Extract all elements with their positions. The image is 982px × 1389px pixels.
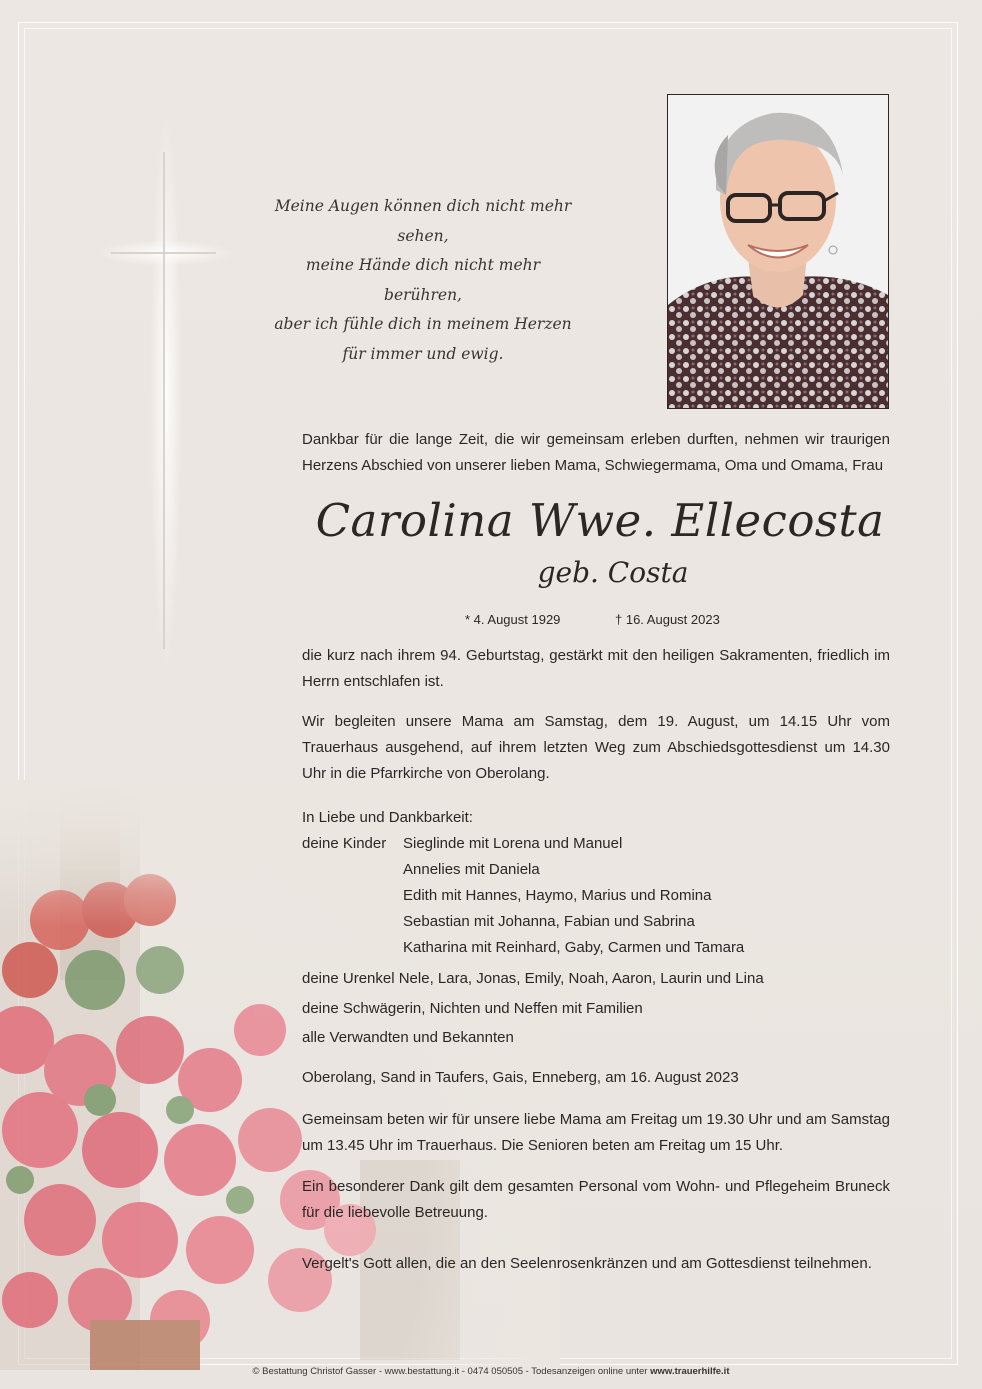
portrait-photo [667,94,889,409]
passing-text: die kurz nach ihrem 94. Geburtstag, gestärkt mit den heiligen Sakramenten, friedlich im Herrn entschlafen ist. [302,647,890,690]
cross-icon [163,152,165,649]
poem-line: aber ich fühle dich in meinem Herzen [274,315,572,333]
maiden-name: geb. Costa [537,556,689,589]
closing-text: Vergelt's Gott allen, die an den Seelenrosenkränzen und am Gottesdienst teilnehmen. [302,1255,872,1272]
death-date: † 16. August 2023 [615,612,720,627]
poem [268,192,578,369]
thanks-text: Ein besonderer Dank gilt dem gesamten Personal vom Wohn- und Pflegeheim Bruneck für die liebevolle Betreuung. [302,1178,890,1221]
child-family: Sebastian mit Johanna, Fabian und Sabrina [403,913,695,930]
cross-icon-bar [111,252,216,254]
in-laws: deine Schwägerin, Nichten und Neffen mit Familien [302,1000,643,1017]
mourners-heading: In Liebe und Dankbarkeit: [302,809,473,826]
birth-date: * 4. August 1929 [465,612,561,627]
deceased-name: Carolina Wwe. Ellecosta [315,494,885,547]
place-date: Oberolang, Sand in Taufers, Gais, Enneberg, am 16. August 2023 [302,1069,739,1086]
footer-link[interactable]: www.trauerhilfe.it [650,1366,730,1377]
child-family: Sieglinde mit Lorena und Manuel [403,835,623,852]
great-grandchildren: deine Urenkel Nele, Lara, Jonas, Emily, Noah, Aaron, Laurin und Lina [302,970,764,987]
footer-text: © Bestattung Christof Gasser - www.bestattung.it - 0474 050505 - Todesanzeigen online unter [252,1366,651,1377]
cross-glow [150,110,182,670]
poem-line: für immer und ewig. [342,344,504,363]
child-family: Edith mit Hannes, Haymo, Marius und Romina [403,887,712,904]
children-label: deine Kinder [302,835,387,852]
footer [0,1366,982,1377]
prayer-text: Gemeinsam beten wir für unsere liebe Mama am Freitag um 19.30 Uhr und am Samstag um 13.45 Uhr im Trauerhaus. Die Senioren beten am Freitag um 15 Uhr. [302,1111,890,1154]
relatives: alle Verwandten und Bekannten [302,1029,514,1046]
intro-text: Dankbar für die lange Zeit, die wir gemeinsam erleben durften, nehmen wir traurigen Herzens Abschied von unserer lieben Mama, Schwiegermama, Oma und Omama, Frau [302,431,890,474]
child-family: Annelies mit Daniela [403,861,540,878]
funeral-text: Wir begleiten unsere Mama am Samstag, dem 19. August, um 14.15 Uhr vom Trauerhaus ausgehend, auf ihrem letzten Weg zum Abschiedsgottesdienst um 14.30 Uhr in die Pfarrkirche von Oberolang. [302,713,890,782]
child-family: Katharina mit Reinhard, Gaby, Carmen und Tamara [403,939,745,956]
poem-line: Meine Augen können dich nicht mehr sehen, [274,197,572,245]
poem-line: meine Hände dich nicht mehr berühren, [305,256,541,304]
